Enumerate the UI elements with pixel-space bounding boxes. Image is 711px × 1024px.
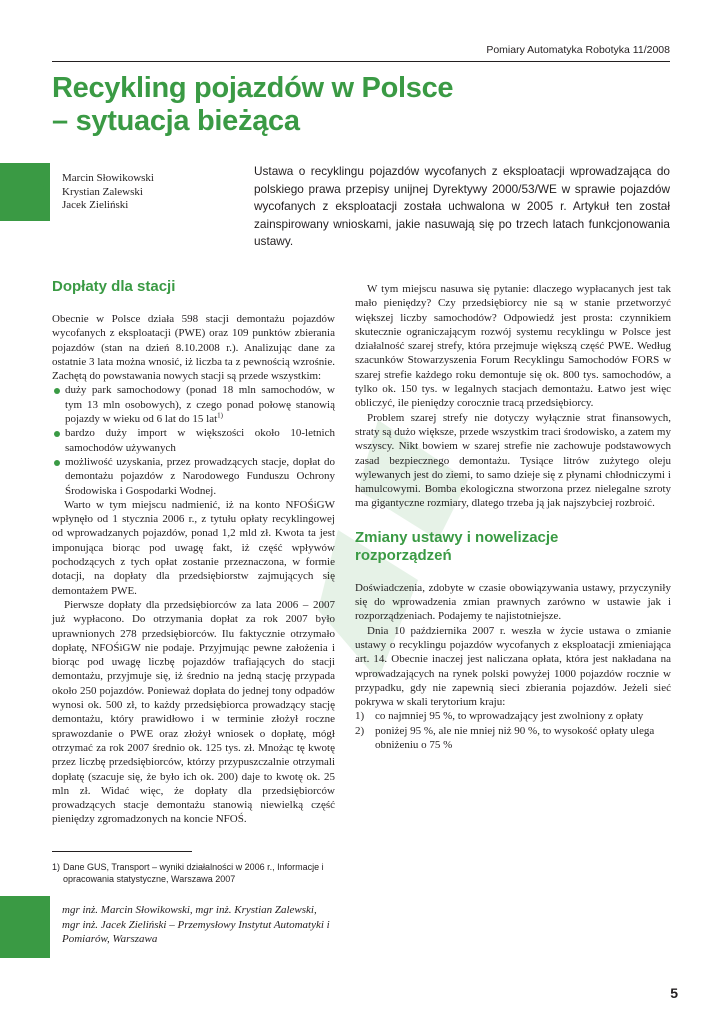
title-line-2: – sytuacja bieżąca: [52, 105, 300, 137]
page-number: 5: [670, 985, 678, 1001]
paragraph: Obecnie w Polsce działa 598 stacji demontażu pojazdów wycofanych z eksploatacji (PWE) oraz 109 punktów zbierania pojazdów (stan na dzień 8.10.2008 r.). Analizując dane za ostatnie 3 lata można wnosić, iż liczba ta z pewnością wzrośnie. Zachętą do powstawania nowych stacji są przede wszystkim:: [52, 313, 335, 383]
title-line-1: Recykling pojazdów w Polsce: [52, 72, 454, 104]
affiliation-marker: [0, 896, 50, 958]
bullet-list: [52, 383, 335, 497]
paragraph: Problem szarej strefy nie dotyczy wyłącznie strat finansowych, straty są dużo większe, przede wszystkim traci środowisko, a zatem my wszyscy. Nikt bowiem w szarej strefie nie zachowuje podstawowych zasad bezpiecznego demontażu. Tysiące litrów zużytego oleju wylewanych jest do ziemi, to samo dzieje się z płynami chłodniczymi i hamulcowymi. Bomba ekologiczna stworzona przez nielegalne szroty ma gigantyczne rozmiary, dlatego trzeba ją jak najszybciej rozbroić.: [355, 411, 671, 510]
author-list: [62, 172, 154, 213]
footnote-rule: [52, 851, 192, 852]
affiliation-arrow-icon: [38, 916, 46, 926]
authors-arrow-icon: [38, 183, 46, 193]
author-affiliation: mgr inż. Marcin Słowikowski, mgr inż. Krystian Zalewski, mgr inż. Jacek Zieliński – Przemysłowy Instytut Automatyki i Pomiarów, Warszawa: [62, 904, 330, 945]
footnote-text: Dane GUS, Transport – wyniki działalności w 2006 r., Informacje i opracowania statystyczne, Warszawa 2007: [63, 862, 324, 884]
list-item: duży park samochodowy (ponad 18 mln samochodów, w tym 13 mln osobowych), z czego ponad połowę stanowią pojazdy w wieku od 6 lat do 15 lat$^{1)}$: [52, 383, 335, 426]
paragraph: W tym miejscu nasuwa się pytanie: dlaczego wypłacanych jest tak mało pieniędzy? Czy przedsiębiorcy nie są w stanie przetworzyć większej liczby samochodów? Odpowiedź jest prosta: czynnikiem skutecznie ograniczającym rozwój systemu recyklingu w Polsce jest działalność szarej strefy, która przejmuje większą część PWE. Według szacunków Stowarzyszenia Forum Recyklingu Samochodów FORS w szarej strefie każdego roku demontuje się ok. 800 tys. samochodów, a tylko ok. 150 tys. w legalnych stacjach demontażu. Łatwo jest więc obliczyć, ile pieniędzy corocznie tracą przedsiębiorcy.: [355, 283, 671, 410]
author-name: Krystian Zalewski: [62, 185, 143, 198]
footnote: [52, 861, 335, 885]
abstract: [254, 163, 670, 251]
header-rule: [52, 61, 670, 62]
article-title: [52, 72, 652, 138]
paragraph: Pierwsze dopłaty dla przedsiębiorców za lata 2006 – 2007 już wypłacono. Do otrzymania dopłat za rok 2007 było uprawnionych 278 przedsiębiorców. Ilu faktycznie otrzymało dopłatę, NFOŚiGW nie podaje. Przyjmując pewne założenia i biorąc pod uwagę liczbę pojazdów trafiających do stacji demontażu, przyjmuje się, iż średnio na jedną stację przypada około 250 pojazdów. Ponieważ dopłata do jednej tony odpadów wynosi ok. 500 zł, to każdy przedsiębiorca prowadzący stację demontażu, który prawidłowo i w terminie złożył roczne sprawozdanie o PWE oraz złożył wniosek o dopłatę, mógł otrzymać za rok 2007 średnio ok. 125 tys. zł. Mnożąc tę kwotę przez liczbę przedsiębiorców, którzy przypuszczalnie otrzymali dopłatę (szacuje się, że było ich ok. 200) daje to kwotę ok. 25 mln zł. Widać więc, że dopłaty dla przedsiębiorców prowadzących stacje demontażu stanowią niewielką część pieniędzy zgromadzonych na koncie NFOŚ.: [52, 598, 335, 826]
list-item: 2) poniżej 95 %, ale nie mniej niż 90 %, to wysokość opłaty ulega obniżeniu o 75 %: [355, 724, 655, 752]
footnote-number: 1): [52, 862, 61, 872]
column-left: [52, 278, 335, 827]
author-name: Jacek Zieliński: [62, 199, 129, 211]
column-right: [355, 282, 671, 752]
paragraph: Doświadczenia, zdobyte w czasie obowiązywania ustawy, przyczyniły się do wprowadzenia zmian prawnych zarówno w ustawie jak i rozporządzeniach. Podajemy te najistotniejsze.: [355, 581, 671, 623]
list-item: możliwość uzyskania, przez prowadzących stacje, dopłat do demontażu pojazdów z Narodowego Funduszu Ochrony Środowiska i Gospodarki Wodnej.: [52, 455, 335, 498]
list-item: bardzo duży import w większości około 10-letnich samochodów używanych: [52, 426, 335, 455]
section-heading: Dopłaty dla stacji: [52, 278, 176, 295]
author-name: Marcin Słowikowski: [62, 172, 154, 184]
paragraph: Dnia 10 października 2007 r. weszła w życie ustawa o zmianie ustawy o recyklingu pojazdów wycofanych z eksploatacji zmieniająca art. 14. Obecnie inaczej jest naliczana opłata, która jest nakładana na wprowadzających na rynek polski powyżej 1000 pojazdów rocznie w przypadku, gdy nie zapewnią sieci zbierania pojazdów. Jeżeli sieć pokrywa w skali terytorium kraju:: [355, 624, 671, 709]
abstract-text: Ustawa o recyklingu pojazdów wycofanych z eksploatacji wprowadzająca do polskiego prawa przepisy unijnej Dyrektywy 2000/53/WE w sprawie pojazdów wycofanych z eksploatacji została uchwalona w 2005 r. Artykuł ten został zainspirowany wnioskami, jakie nasuwają się po trzech latach funkcjonowania ustawy.: [254, 164, 670, 248]
journal-header: Pomiary Automatyka Robotyka 11/2008: [486, 44, 670, 56]
section-heading: Zmiany ustawy i nowelizacje rozporządzeń: [355, 528, 559, 564]
numbered-list: [355, 709, 671, 752]
list-item: 1) co najmniej 95 %, to wprowadzający jest zwolniony z opłaty: [355, 710, 644, 723]
paragraph: Warto w tym miejscu nadmienić, iż na konto NFOŚiGW wpłynęło od 1 stycznia 2006 r., z tytułu opłaty recyklingowej od wprowadzanych pojazdów, ponad 1,2 mld zł. Kwota ta jest imponująca biorąc pod uwagę fakt, iż część wpływów pochodzących z tych opłat zostanie przeznaczona, w formie dotacji, na dopłaty dla przedsiębiorstw zajmujących się demontażem PWE.: [52, 498, 335, 597]
